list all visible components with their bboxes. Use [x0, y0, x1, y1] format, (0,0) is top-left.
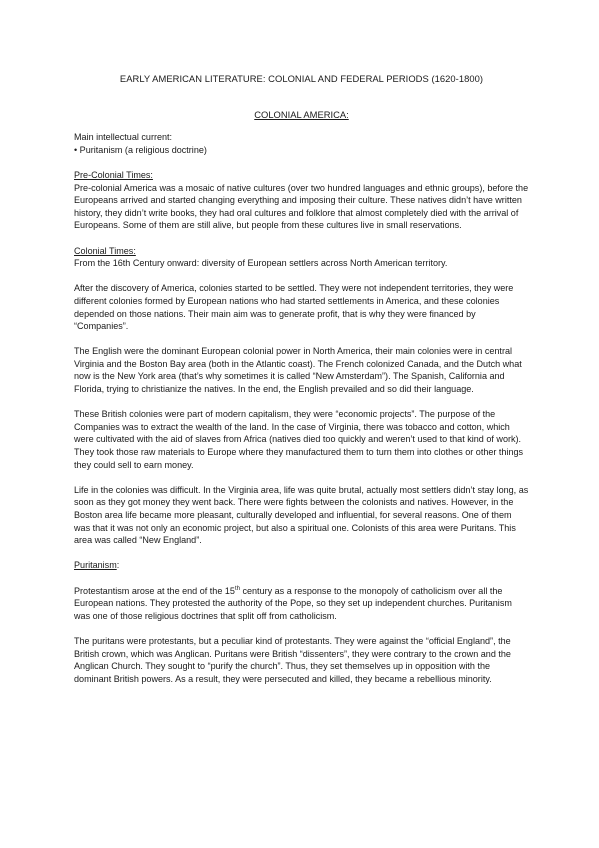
heading-precolonial: Pre-Colonial Times: [74, 169, 153, 180]
section-title-colonial-america: COLONIAL AMERICA: [254, 108, 349, 120]
paragraph-puritanism-1-start: Protestantism arose at the end of the 15 [74, 585, 235, 596]
heading-puritanism: Puritanism [74, 560, 117, 571]
paragraph-colonial-1: After the discovery of America, colonies started to be settled. They were not independent territories, they were different colonies formed by European nations who had started settlements in America, and these colonies depended on those nations. Their main aim was to generate profit, that is why they were financed by “Companies”. [74, 283, 514, 332]
paragraph-colonial-3: These British colonies were part of modern capitalism, they were “economic projects”. The purpose of the Companies was to extract the wealth of the land. In the case of Virginia, there was tobacco and cotton, which were cultivated with the aid of slaves from Africa (natives died too quickly and weren’t used to that kind of work). They took those raw materials to Europe where they manufactured them to turn them into clothes or other things they could sell to earn money. [74, 409, 524, 470]
heading-colonial: Colonial Times: [74, 245, 136, 256]
paragraph-colonial-2: The English were the dominant European colonial power in North America, their main colonies were in central Virginia and the Boston Bay area (both in the Atlantic coast). The French colonized Canada, and the Dutch what now is the New York area (that’s why sometimes it is called “New Amsterdam”). The Spanish, California and Florida, trying to christianize the natives. In the end, the English prevailed and so did their language. [74, 346, 522, 395]
paragraph-colonial-lead: From the 16th Century onward: diversity of European settlers across North American territory. [74, 258, 448, 269]
paragraph-puritanism-1 [74, 585, 529, 623]
heading-puritanism-colon: : [116, 560, 120, 571]
intro-label: Main intellectual current: [74, 132, 173, 143]
ordinal-superscript: th [234, 585, 240, 592]
paragraph-puritanism-1-end: century as a response to the monopoly of catholicism over all the European nations. They protested the authority of the Pope, so they set up independent churches. Puritanism was one of those religious doctrines that split off from catholicism. [74, 585, 512, 621]
paragraph-colonial-4: Life in the colonies was difficult. In the Virginia area, life was quite brutal, actually most settlers didn’t stay long, as soon as they got money they went back. There were fights between the colonists and natives. However, in the Boston area life became more pleasant, culturally developed and influential, for several reasons. One of them was that it was not only an economic project, but also a spiritual one. Colonists of this area were Puritans. This area was called “New England”. [74, 484, 529, 546]
document-title: EARLY AMERICAN LITERATURE: COLONIAL AND FEDERAL PERIODS (1620-1800) [119, 73, 484, 84]
intro-bullet: • Puritanism (a religious doctrine) [74, 144, 207, 155]
paragraph-puritanism-2: The puritans were protestants, but a peculiar kind of protestants. They were against the “official England”, the British crown, which was Anglican. Puritans were British “dissenters”, they were contrary to the crown and the Anglican Church. They sought to “purify the church”. Thus, they set themselves up in opposition with the dominant British powers. As a result, they were persecuted and killed, they became a rebellious minority. [74, 635, 511, 684]
paragraph-precolonial: Pre-colonial America was a mosaic of native cultures (over two hundred languages and ethnic groups), before the Europeans arrived and started changing everything and imposing their culture. These natives didn’t have written history, they didn’t write books, they had oral cultures and folklore that almost completely died with the arrival of Europeans. Some of them are still alive, but people from these cultures live in small reservations. [74, 182, 529, 231]
heading-puritanism-line [74, 559, 529, 572]
